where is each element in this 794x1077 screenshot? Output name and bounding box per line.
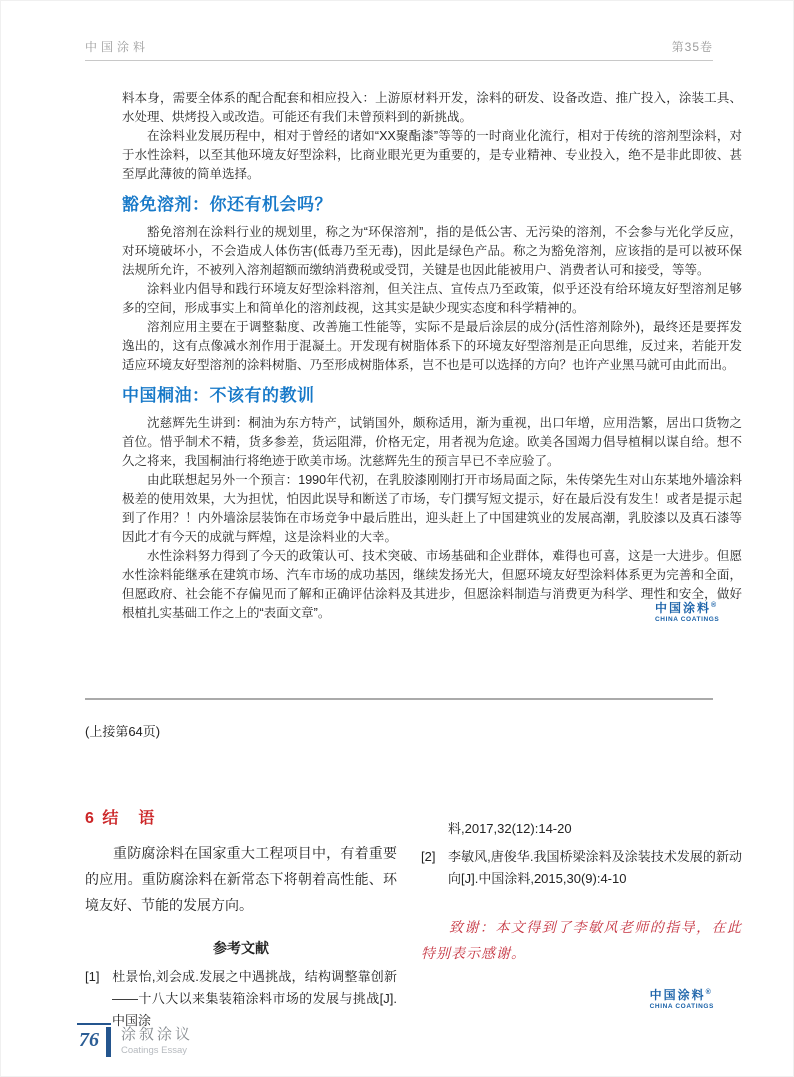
reference-1-continuation: 料,2017,32(12):14-20 <box>448 821 572 836</box>
journal-name: 中国涂料 <box>85 40 150 54</box>
logo-en-text: CHINA COATINGS <box>655 616 720 623</box>
registered-mark: ® <box>711 602 717 609</box>
section-divider <box>85 698 713 700</box>
page-number: 76 <box>79 1029 99 1051</box>
acknowledgement-note: 致谢：本文得到了李敏风老师的指导，在此特别表示感谢。 <box>421 919 742 961</box>
continued-article <box>85 805 742 1032</box>
reference-item-2 <box>421 846 742 890</box>
continued-from-note: (上接第64页) <box>85 724 161 739</box>
logo-cn-text <box>650 986 714 1002</box>
section-heading-exempt-solvents: 豁免溶剂：你还有机会吗？ <box>122 195 332 214</box>
conclusion-heading: 6 结 语 <box>85 810 157 827</box>
paragraph: 沈慈辉先生讲到：桐油为东方特产，试销国外，颇称适用，渐为重视，出口年增，应用浩繁，居出口货物之首位。惜乎制术不精，货多参差，货运阻滞，价格无定，用者视为危途。欧美各国竭力倡导植桐以谋自给。想不久之将来，我国桐油行将绝迹于欧美市场。沈慈辉先生的预言早已不幸应验了。 <box>122 416 742 468</box>
article-body <box>122 89 742 623</box>
logo-cn-label: 中国涂料 <box>649 988 706 1002</box>
china-coatings-logo <box>655 599 719 623</box>
page-header <box>85 35 713 61</box>
paragraph: 在涂料业发展历程中，相对于曾经的诸如“XX聚酯漆”等等的一时商业化流行，相对于传统的溶剂型涂料，对于水性涂料，以至其他环境友好型涂料，比商业眼光更为重要的，是专业精神、专业投入，绝不是非此即彼、甚至厚此薄彼的简单选择。 <box>122 129 742 181</box>
page-footer <box>77 1023 193 1057</box>
volume-label: 第35卷 <box>671 40 713 54</box>
references-heading: 参考文献 <box>213 940 269 956</box>
paragraph: 水性涂料努力得到了今天的政策认可、技术突破、市场基础和企业群体，难得也可喜，这是一大进步。但愿水性涂料能继承在建筑市场、汽车市场的成功基因，继续发扬光大，但愿环境友好型涂料体系更为完善和全面，但愿政府、社会能不存偏见而了解和正确评估涂料及其进步，但愿涂料制造与消费更为科学、理性和安全，做好根植扎实基础工作之上的“表面文章”。 <box>122 549 742 620</box>
footer-accent-bar <box>106 1027 111 1057</box>
page-number-block <box>77 1023 111 1057</box>
column-name-cn: 涂叙涂议 <box>121 1026 194 1043</box>
reference-label: [1] <box>85 969 100 984</box>
column-name-en: Coatings Essay <box>121 1045 188 1056</box>
reference-text: 李敏风,唐俊华.我国桥梁涂料及涂装技术发展的新动向[J].中国涂料,2015,30(9):4-10 <box>448 849 742 886</box>
china-coatings-logo <box>650 986 714 1010</box>
conclusion-paragraph: 重防腐涂料在国家重大工程项目中，有着重要的应用。重防腐涂料在新常态下将朝着高性能、环境友好、节能的发展方向。 <box>85 845 397 913</box>
paragraph: 豁免溶剂在涂料行业的规划里，称之为“环保溶剂”，指的是低公害、无污染的溶剂，不会参与光化学反应，对环境破坏小，不会造成人体伤害(低毒乃至无毒)，因此是绿色产品。称之为豁免溶剂，应该指的是可以被环保法规所允许，不被列入溶剂超额而缴纳消费税或受罚，关键是也因此能被用户、消费者认可和接受，等等。 <box>122 225 742 277</box>
logo-en-text: CHINA COATINGS <box>649 1003 714 1010</box>
paragraph: 涂料业内倡导和践行环境友好型涂料溶剂，但关注点、宣传点乃至政策，似乎还没有给环境友好型溶剂足够多的空间，形成事实上和简单化的溶剂歧视，这其实是缺少现实态度和科学精神的。 <box>122 282 742 315</box>
paragraph-continuation: 料本身，需要全体系的配合配套和相应投入：上游原材料开发，涂料的研发、设备改造、推广投入，涂装工具、水处理、烘烤投入或改造。可能还有我们未曾预料到的新挑战。 <box>122 91 742 124</box>
paragraph: 溶剂应用主要在于调整黏度、改善施工性能等，实际不是最后涂层的成分(活性溶剂除外)，最终还是要挥发逸出的，这有点像减水剂作用于混凝土。开发现有树脂体系下的环境友好型溶剂是正向思维，反过来，若能开发适应环境友好型溶剂的涂料树脂、乃至形成树脂体系，岂不也是可以选择的方向？也许产业黑马就可由此而出。 <box>122 320 742 372</box>
reference-label: [2] <box>421 849 436 864</box>
registered-mark: ® <box>705 989 711 996</box>
left-column <box>85 805 397 1032</box>
logo-cn-label: 中国涂料 <box>655 601 712 615</box>
section-heading-tung-oil: 中国桐油：不该有的教训 <box>122 386 315 405</box>
reference-text: 杜景怡,刘会成.发展之中遇挑战，结构调整靠创新——十八大以来集装箱涂料市场的发展与挑战[J].中国涂 <box>112 969 397 1028</box>
paragraph: 由此联想起另外一个预言：1990年代初，在乳胶漆刚刚打开市场局面之际，朱传棨先生对山东某地外墙涂料极差的使用效果，大为担忧，怕因此误导和断送了市场，专门撰写短文提示，好在最后没有发生！或者是提示起到了作用？！内外墙涂层装饰在市场竞争中最后胜出，迎头赶上了中国建筑业的发展高潮，乳胶漆以及真石漆等因此才有今天的成就与辉煌，这是涂料业的大幸。 <box>122 473 742 544</box>
column-name-block <box>121 1023 193 1056</box>
right-column <box>421 805 742 1032</box>
logo-cn-text <box>655 599 719 615</box>
